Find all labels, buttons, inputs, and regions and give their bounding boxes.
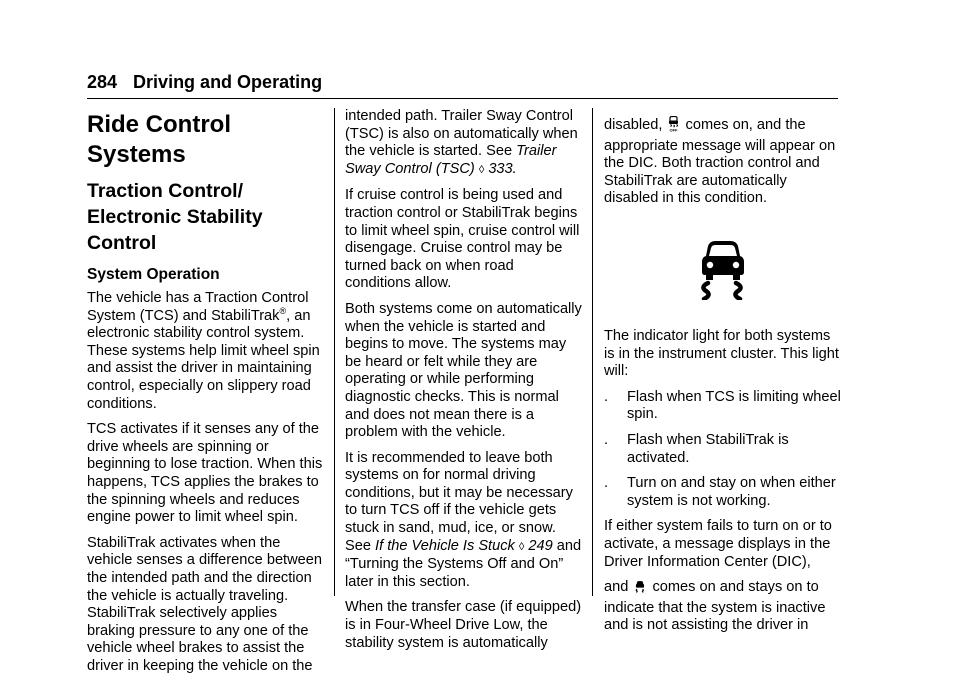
paragraph: TCS activates if it senses any of the drive wheels are spinning or beginning to lose traction. When this happens, TCS applies the brakes to the spinning wheels and reduces engine power to limit wheel spin. bbox=[87, 421, 323, 526]
cross-reference-link[interactable]: Trailer Sway Control (TSC) bbox=[345, 143, 557, 177]
section-heading: Traction Control/ Electronic Stability Control bbox=[87, 180, 263, 254]
section-title: Driving and Operating bbox=[133, 72, 323, 92]
paragraph: If either system fails to turn on or to activate, a message displays in the Driver Information Center (DIC), bbox=[604, 518, 832, 570]
paragraph: If cruise control is being used and traction control or StabiliTrak begins to limit wheel spin, cruise control will disengage. Cruise control may be turned back on when road conditions allow. bbox=[345, 187, 580, 292]
paragraph: The indicator light for both systems is in the instrument cluster. This light will: bbox=[604, 327, 839, 380]
list-item: . Turn on and stay on when either system is not working. bbox=[604, 475, 836, 509]
page-ref-arrow-icon: ◊ bbox=[478, 163, 485, 176]
column-2 bbox=[345, 108, 583, 660]
page-reference[interactable]: 333 bbox=[488, 160, 513, 177]
paragraph: It is recommended to leave both systems on for normal driving conditions, but it may be necessary to turn TCS off if the vehicle gets stuck in sand, mud, ice, or snow. See If the Vehicle Is Stuck ◊ 249 and “Turning the Systems Off and On” later in this section. bbox=[345, 449, 582, 590]
page-header bbox=[87, 72, 322, 93]
list-item: . Flash when TCS is limiting wheel spin. bbox=[604, 388, 841, 423]
paragraph: Both systems come on automatically when the vehicle is started and begins to move. The systems may be heard or felt while they are operating or while performing diagnostic checks. This is normal and does not mean there is a problem with the vehicle. bbox=[345, 300, 582, 441]
column-3 bbox=[604, 108, 842, 643]
paragraph: The vehicle has a Traction Control System (TCS) and StabiliTrak®, an electronic stability control system. These systems help limit wheel spin and assist the driver in maintaining control, especially on slippery road conditions. bbox=[87, 290, 320, 412]
stabilitrak-indicator-icon bbox=[692, 238, 754, 300]
page-reference[interactable]: 249 bbox=[528, 537, 553, 554]
header-rule bbox=[87, 98, 838, 99]
column-1 bbox=[87, 108, 325, 683]
bullet-marker: . bbox=[604, 388, 609, 405]
bullet-list bbox=[604, 389, 842, 511]
cross-reference-link[interactable]: If the Vehicle Is Stuck bbox=[375, 537, 515, 554]
subsection-heading: System Operation bbox=[87, 266, 220, 283]
column-divider bbox=[334, 108, 335, 596]
stabilitrak-off-icon bbox=[668, 116, 679, 138]
list-item: . Flash when StabiliTrak is activated. bbox=[604, 431, 789, 466]
paragraph: intended path. Trailer Sway Control (TSC) is also on automatically when the vehicle is started. See Trailer Sway Control (TSC) ◊ 333. bbox=[345, 108, 578, 177]
page-title: Ride Control Systems bbox=[87, 111, 231, 168]
bullet-marker: . bbox=[604, 431, 609, 448]
paragraph: When the transfer case (if equipped) is in Four-Wheel Drive Low, the stability system is automatically bbox=[345, 599, 582, 651]
page-number: 284 bbox=[87, 72, 118, 92]
column-divider bbox=[592, 108, 593, 596]
stabilitrak-indicator-small-icon bbox=[634, 579, 646, 600]
paragraph: disabled, OFF comes on, and the appropriate message will appear on the DIC. Both traction control and StabiliTrak are automatically disabled in this condition. bbox=[604, 117, 836, 207]
svg-text:OFF: OFF bbox=[669, 127, 678, 132]
paragraph: StabiliTrak activates when the vehicle senses a difference between the intended path and the direction the vehicle is actually traveling. StabiliTrak selectively applies braking pressure to any one of the vehicle wheel brakes to assist the driver in keeping the vehicle on the bbox=[87, 534, 323, 674]
paragraph: and comes on and stays on to indicate that the system is inactive and is not assisting the driver in bbox=[604, 579, 826, 634]
bullet-marker: . bbox=[604, 475, 609, 492]
page-ref-arrow-icon: ◊ bbox=[518, 540, 525, 553]
